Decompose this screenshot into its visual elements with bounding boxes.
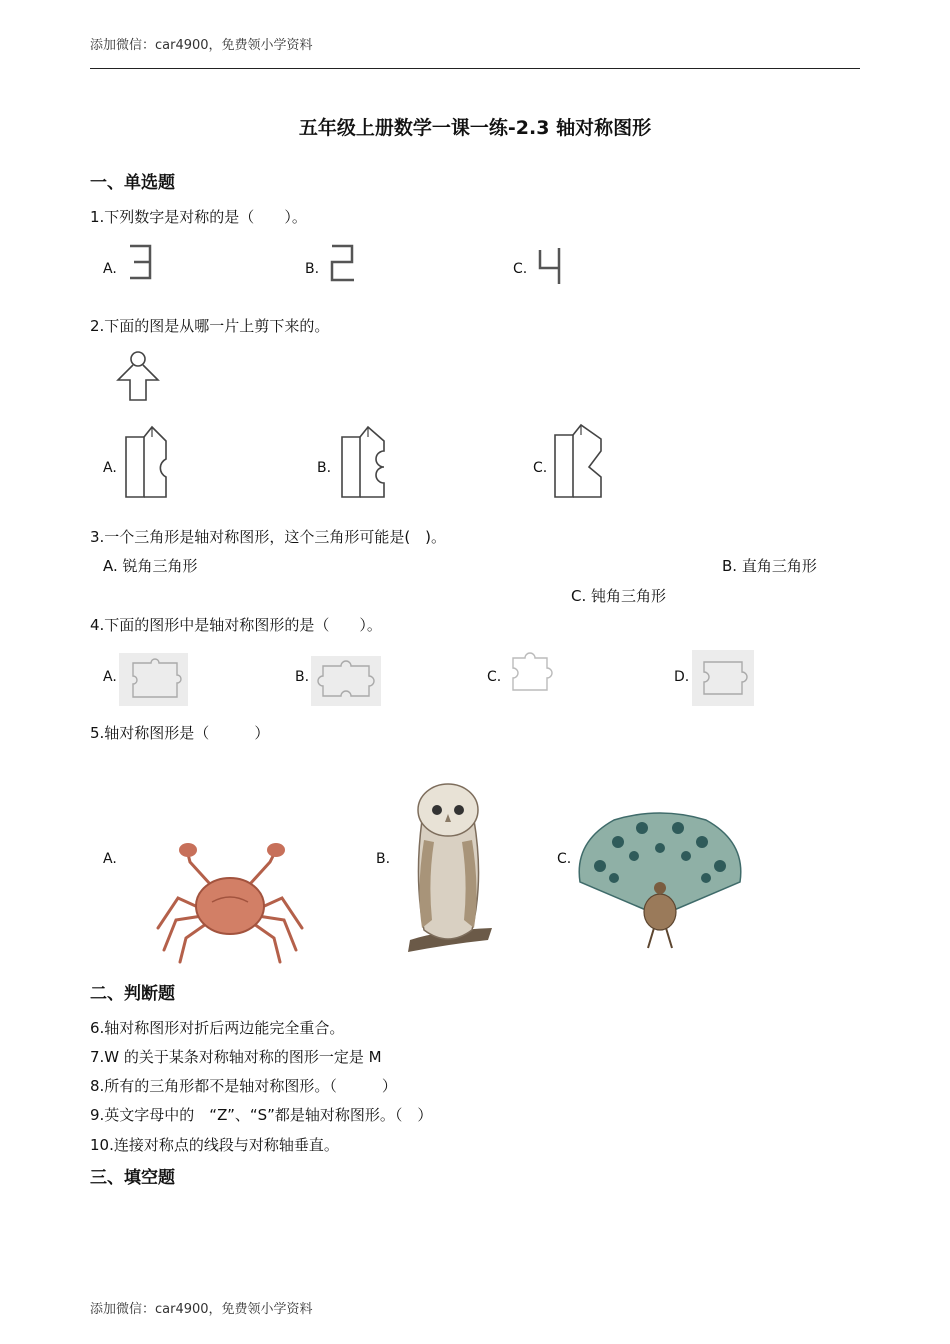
question-2-text: 2.下面的图是从哪一片上剪下来的。 [90,317,330,335]
q2-option-b-folded-paper-image [338,425,398,501]
q5-crab-image [150,838,310,966]
q4-option-c-puzzle-piece-image [503,650,561,698]
q4-option-b-puzzle-piece-image [311,656,381,706]
q4-option-a-label: A. [103,669,117,685]
q4-option-d-puzzle-piece-image [692,650,754,706]
q1-digit-2-image [328,242,358,286]
q1-option-b-label: B. [305,261,320,277]
question-10-text: 10.连接对称点的线段与对称轴垂直。 [90,1136,339,1154]
q1-option-c-label: C. [513,261,528,277]
section-heading-true-false: 二、判断题 [90,984,175,1004]
q2-option-a-label: A. [103,460,117,476]
q1-option-a-label: A. [103,261,117,277]
q4-option-d-label: D. [674,669,690,685]
question-7-text: 7.W 的关于某条对称轴对称的图形一定是 M [90,1048,382,1066]
page-header: 添加微信：car4900，免费领小学资料 [90,38,313,53]
q3-option-b[interactable]: B. 直角三角形 [722,557,817,575]
q5-option-c-label: C. [557,851,572,867]
section-heading-single-choice: 一、单选题 [90,173,175,193]
question-5-text: 5.轴对称图形是（ ） [90,724,270,742]
page-footer: 添加微信：car4900，免费领小学资料 [90,1302,313,1317]
q4-option-c-label: C. [487,669,502,685]
q1-digit-4-image [537,244,567,288]
q5-option-b-label: B. [376,851,391,867]
q1-digit-3-image [126,242,156,282]
header-divider [90,68,860,69]
question-3-text: 3.一个三角形是轴对称图形，这个三角形可能是( )。 [90,528,447,546]
q2-cutout-figure-image [115,350,161,402]
q5-option-a-label: A. [103,851,117,867]
q2-option-c-label: C. [533,460,548,476]
question-9-text: 9.英文字母中的 “Z”、“S”都是轴对称图形。（ ） [90,1106,433,1124]
question-8-text: 8.所有的三角形都不是轴对称图形。（ ） [90,1077,397,1095]
q2-option-a-folded-paper-image [122,425,182,501]
question-6-text: 6.轴对称图形对折后两边能完全重合。 [90,1019,345,1037]
q5-owl-image [400,780,496,962]
q4-option-a-puzzle-piece-image [119,653,188,706]
q3-option-a[interactable]: A. 锐角三角形 [103,557,198,575]
question-4-text: 4.下面的图形中是轴对称图形的是（ ）。 [90,616,382,634]
q3-option-c[interactable]: C. 钝角三角形 [571,587,667,605]
page-title: 五年级上册数学一课一练-2.3 轴对称图形 [298,117,652,139]
q4-option-b-label: B. [295,669,310,685]
q2-option-b-label: B. [317,460,332,476]
section-heading-fill-in: 三、填空题 [90,1168,175,1188]
question-1-text: 1.下列数字是对称的是（ ）。 [90,208,307,226]
q2-option-c-folded-paper-image [551,423,611,501]
q5-peacock-image [574,812,746,954]
